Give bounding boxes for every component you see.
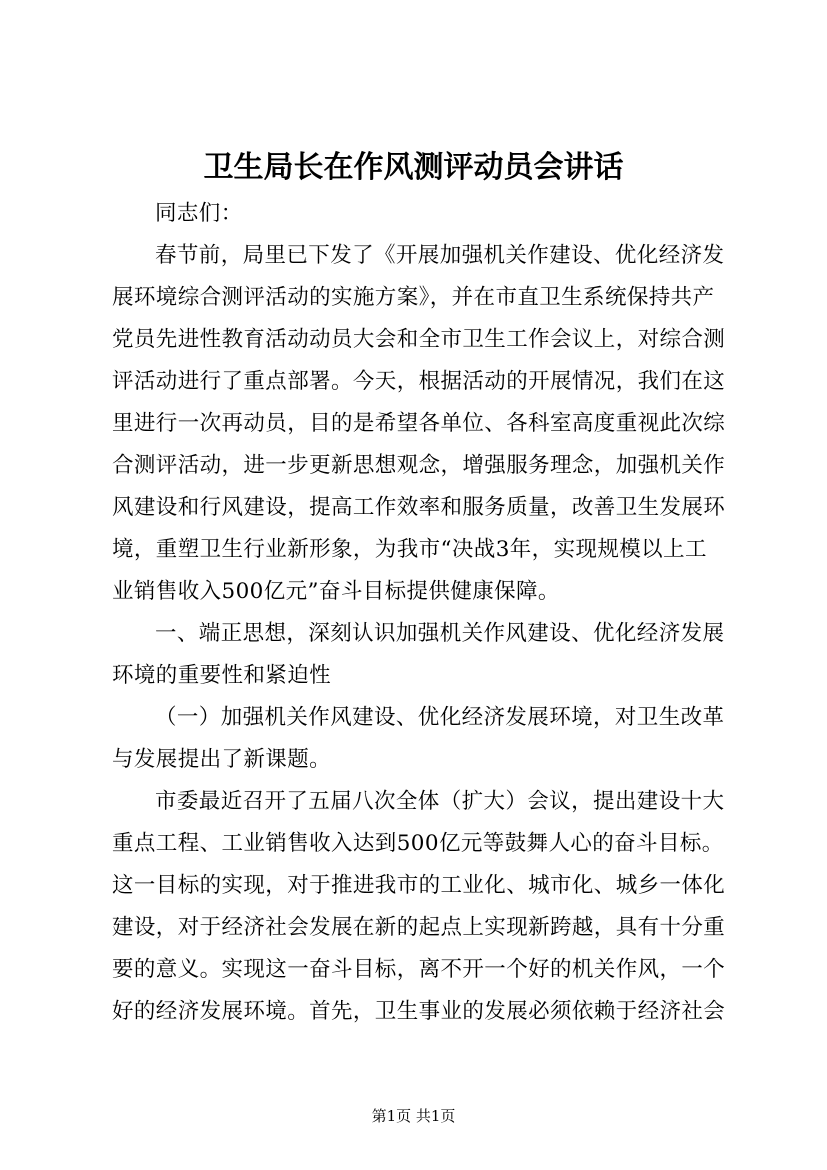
body-line: 展环境综合测评活动的实施方案》，并在市直卫生系统保持共产: [112, 285, 715, 310]
body-line: 党员先进性教育活动动员大会和全市卫生工作会议上，对综合测: [112, 327, 726, 352]
subsection-heading-line: 与发展提出了新课题。: [112, 747, 332, 772]
body-line: 里进行一次再动员，目的是希望各单位、各科室高度重视此次综: [112, 411, 726, 436]
body-line: 风建设和行风建设，提高工作效率和服务质量，改善卫生发展环: [112, 495, 726, 520]
document-title: 卫生局长在作风测评动员会讲话: [203, 150, 624, 185]
body-line: 好的经济发展环境。首先，卫生事业的发展必须依赖于经济社会: [112, 999, 726, 1024]
body-line: 这一目标的实现，对于推进我市的工业化、城市化、城乡一体化: [112, 873, 726, 898]
page-footer: 第1页 共1页: [371, 1107, 456, 1125]
body-line: 建设，对于经济社会发展在新的起点上实现新跨越，具有十分重: [112, 915, 726, 940]
body-line: 业销售收入500亿元”奋斗目标提供健康保障。: [112, 579, 560, 604]
body-line: 合测评活动，进一步更新思想观念，增强服务理念，加强机关作: [112, 453, 726, 478]
body-line: 春节前，局里已下发了《开展加强机关作建设、优化经济发: [155, 243, 725, 268]
body-line: 评活动进行了重点部署。今天，根据活动的开展情况，我们在这: [112, 369, 726, 394]
body-line: 境，重塑卫生行业新形象，为我市“决战3年，实现规模以上工: [112, 537, 707, 562]
section-heading-line: 一、端正思想，深刻认识加强机关作风建设、优化经济发展: [155, 621, 725, 646]
body-line: 市委最近召开了五届八次全体（扩大）会议，提出建设十大: [155, 789, 725, 814]
salutation-line: 同志们：: [155, 201, 243, 226]
subsection-heading-line: （一）加强机关作风建设、优化经济发展环境，对卫生改革: [155, 705, 725, 730]
section-heading-line: 环境的重要性和紧迫性: [112, 663, 332, 688]
body-line: 要的意义。实现这一奋斗目标，离不开一个好的机关作风，一个: [112, 957, 726, 982]
body-line: 重点工程、工业销售收入达到500亿元等鼓舞人心的奋斗目标。: [112, 831, 724, 856]
